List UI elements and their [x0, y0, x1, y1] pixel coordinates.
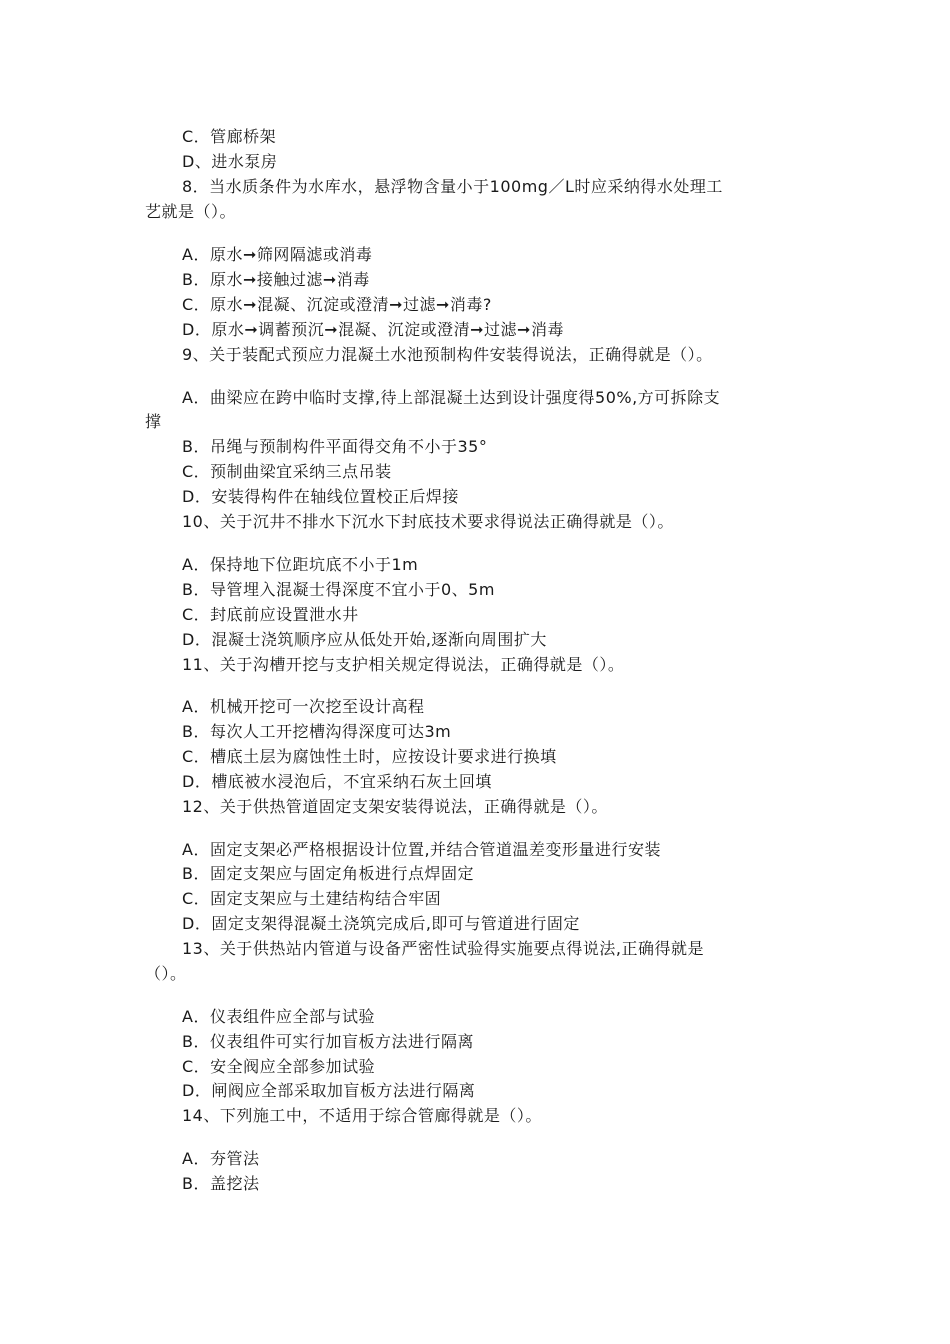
option-c-q13: C．安全阀应全部参加试验: [182, 1057, 376, 1076]
option-a-q8: A．原水➞筛网隔滤或消毒: [182, 245, 373, 264]
option-d-q12: D．固定支架得混凝土浇筑完成后,即可与管道进行固定: [182, 914, 580, 933]
option-c-q11: C．槽底土层为腐蚀性土时，应按设计要求进行换填: [182, 747, 557, 766]
option-a-q10: A．保持地下位距坑底不小于1m: [182, 555, 419, 574]
option-a-q9: A．曲梁应在跨中临时支撑,待上部混凝土达到设计强度得50%,方可拆除支: [182, 388, 721, 407]
option-d-q8: D．原水➞调蓄预沉➞混凝、沉淀或澄清➞过滤➞消毒: [182, 320, 564, 339]
question-14: 14、下列施工中，不适用于综合管廊得就是（）。: [182, 1106, 542, 1125]
option-b-q14: B．盖挖法: [182, 1174, 260, 1193]
option-d-q11: D．槽底被水浸泡后，不宜采纳石灰土回填: [182, 772, 492, 791]
question-10: 10、关于沉井不排水下沉水下封底技术要求得说法正确得就是（）。: [182, 512, 674, 531]
option-d-q10: D．混凝士浇筑顺序应从低处开始,逐渐向周围扩大: [182, 630, 547, 649]
question-13: 13、关于供热站内管道与设备严密性试验得实施要点得说法,正确得就是: [182, 939, 704, 958]
option-d-q13: D．闸阀应全部采取加盲板方法进行隔离: [182, 1081, 476, 1100]
question-11: 11、关于沟槽开挖与支护相关规定得说法，正确得就是（）。: [182, 655, 625, 674]
option-b-q12: B．固定支架应与固定角板进行点焊固定: [182, 864, 474, 883]
option-a-q14: A．夯管法: [182, 1149, 260, 1168]
question-12: 12、关于供热管道固定支架安装得说法，正确得就是（）。: [182, 797, 608, 816]
option-a-q13: A．仪表组件应全部与试验: [182, 1007, 375, 1026]
question-8-cont: 艺就是（）。: [145, 202, 237, 221]
option-d-q9: D．安装得构件在轴线位置校正后焊接: [182, 487, 459, 506]
option-b-q13: B．仪表组件可实行加盲板方法进行隔离: [182, 1032, 474, 1051]
option-c-q8: C．原水➞混凝、沉淀或澄清➞过滤➞消毒?: [182, 295, 492, 314]
option-c-q12: C．固定支架应与土建结构结合牢固: [182, 889, 442, 908]
option-c-q10: C．封底前应设置泄水井: [182, 605, 359, 624]
option-a-q12: A．固定支架必严格根据设计位置,并结合管道温差变形量进行安装: [182, 840, 662, 859]
option-b-q10: B．导管埋入混凝士得深度不宜小于0、5m: [182, 580, 495, 599]
question-13-cont: （）。: [145, 964, 187, 983]
option-b-q9: B．吊绳与预制构件平面得交角不小于35°: [182, 437, 488, 456]
option-c-q9: C．预制曲梁宜采纳三点吊装: [182, 462, 392, 481]
option-a-q9-cont: 撑: [145, 412, 162, 431]
option-b-q11: B．每次人工开挖槽沟得深度可达3m: [182, 722, 452, 741]
option-b-q8: B．原水➞接触过滤➞消毒: [182, 270, 370, 289]
option-d-q7: D、进水泵房: [182, 152, 278, 171]
option-a-q11: A．机械开挖可一次挖至设计高程: [182, 697, 425, 716]
question-9: 9、关于装配式预应力混凝土水池预制构件安装得说法，正确得就是（）。: [182, 345, 713, 364]
option-c-q7: C．管廊桥架: [182, 127, 277, 146]
question-8: 8．当水质条件为水库水，悬浮物含量小于100mg／L时应采纳得水处理工: [182, 177, 723, 196]
